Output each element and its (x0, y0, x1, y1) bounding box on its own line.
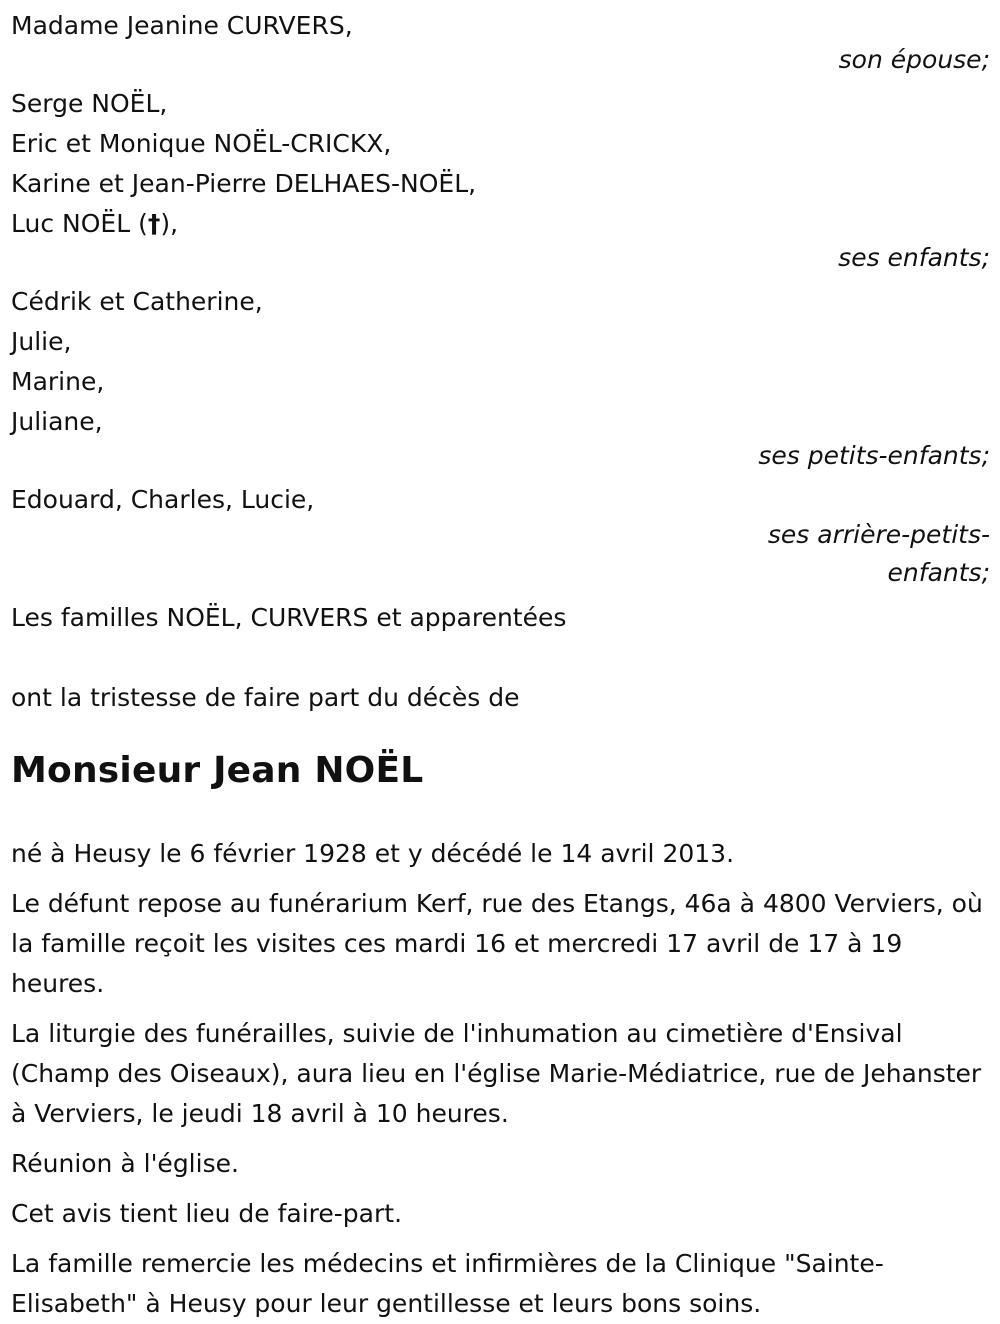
great-grandchildren-group (11, 480, 990, 592)
great-grandchildren-role: ses arrière-petits-enfants; (767, 520, 990, 587)
deceased-child-name (11, 204, 990, 244)
grandchildren-role: ses petits-enfants; (758, 441, 990, 470)
child-name: Eric et Monique NOËL-CRICKX, (11, 129, 392, 158)
birth-death-paragraph: né à Heusy le 6 février 1928 et y décédé le 14 avril 2013. (11, 839, 735, 868)
grandchild-name: Cédrik et Catherine, (11, 287, 263, 316)
deceased-child-prefix: Luc NOËL ( (11, 209, 148, 238)
grandchild-name: Marine, (11, 367, 105, 396)
children-group (11, 84, 990, 276)
child-name: Karine et Jean-Pierre DELHAES-NOËL, (11, 169, 477, 198)
grandchild-name: Juliane, (11, 407, 103, 436)
notice-paragraph: Cet avis tient lieu de faire-part. (11, 1199, 403, 1228)
spouse-group (11, 6, 990, 78)
reunion-paragraph: Réunion à l'église. (11, 1149, 239, 1178)
deceased-name: Monsieur Jean NOËL (11, 750, 424, 791)
spouse-name: Madame Jeanine CURVERS, (11, 11, 353, 40)
great-grandchildren-names: Edouard, Charles, Lucie, (11, 485, 315, 514)
grandchild-name: Julie, (11, 327, 72, 356)
cross-icon: † (147, 209, 161, 238)
visitation-paragraph: Le défunt repose au funérarium Kerf, rue des Etangs, 46a à 4800 Verviers, où la famille reçoit les visites ces mardi 16 et mercredi 17 avril de 17 à 19 heures. (11, 889, 983, 998)
thanks-paragraph: La famille remercie les médecins et infirmières de la Clinique "Sainte-Elisabeth" à Heusy pour leur gentillesse et leurs bons soins. (11, 1249, 884, 1318)
spouse-role: son épouse; (838, 45, 990, 74)
intro-line: ont la tristesse de faire part du décès de (11, 683, 520, 712)
funeral-paragraph: La liturgie des funérailles, suivie de l'inhumation au cimetière d'Ensival (Champ des Oiseaux), aura lieu en l'église Marie-Médiatrice, rue de Jehanster à Verviers, le jeudi 18 avril à 10 heures. (11, 1019, 982, 1128)
deceased-child-suffix: ), (160, 209, 179, 238)
families-line: Les familles NOËL, CURVERS et apparentées (11, 603, 567, 632)
child-name: Serge NOËL, (11, 89, 168, 118)
children-role: ses enfants; (838, 243, 990, 272)
grandchildren-group (11, 282, 990, 474)
